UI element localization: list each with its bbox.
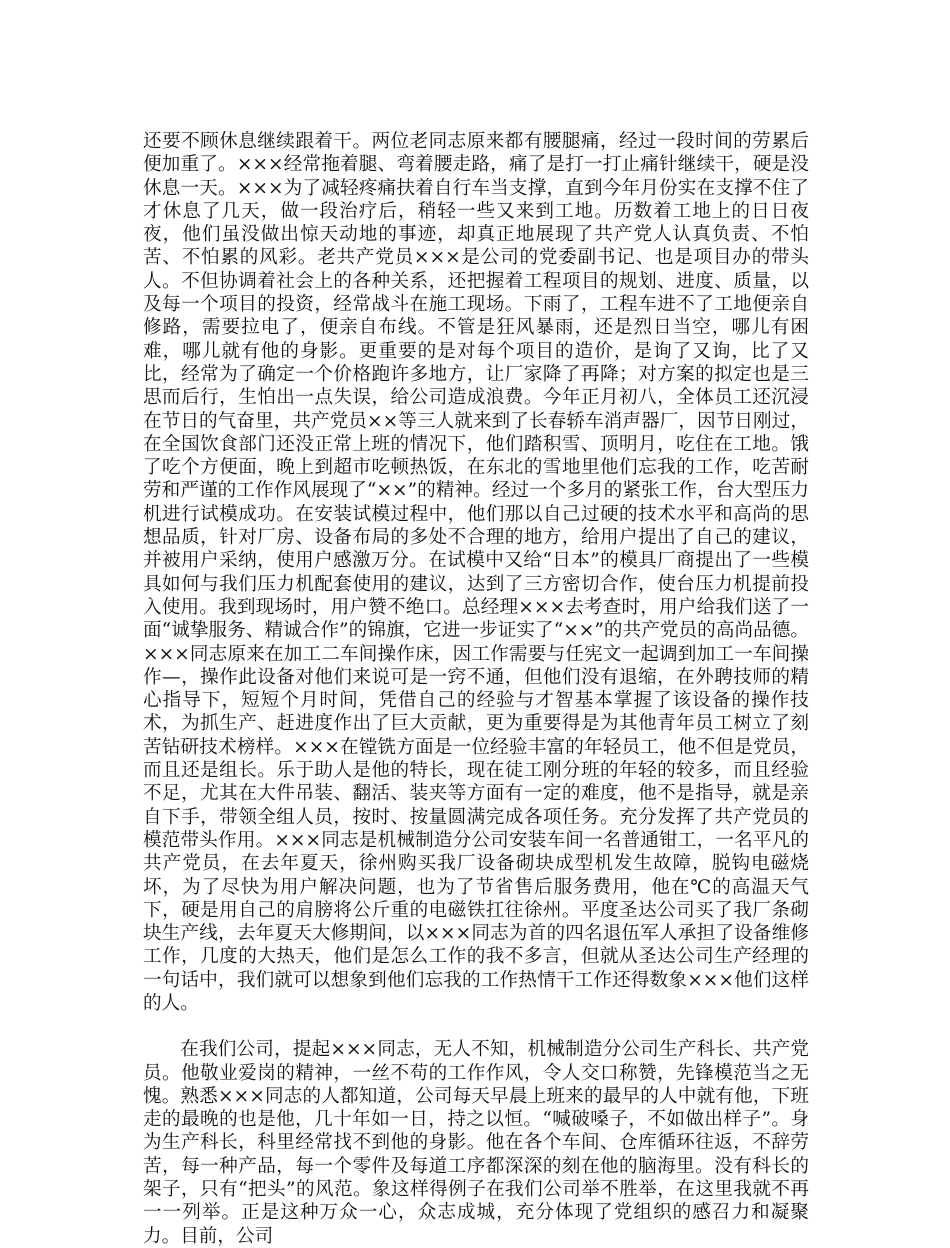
paragraph-2: 在我们公司，提起×××同志，无人不知，机械制造分公司生产科长、共产党员。他敬业爱岗的精神，一丝不苟的工作作风，令人交口称赞，先锋模范当之无愧。熟悉×××同志的人都知道，公司每天早晨上班来的最早的人中就有他，下班走的最晚的也是他，几十年如一日，持之以恒。“喊破嗓子，不如做出样子”。身为生产科长，科里经常找不到他的身影。他在各个车间、仓库循环往返，不辞劳苦，每一种产品，每一个零件及每道工序都深深的刻在他的脑海里。没有科长的架子，只有“把头”的风范。象这样得例子在我们公司举不胜举，在这里我就不再一一列举。正是这种万众一心，众志成城，充分体现了党组织的感召力和凝聚力。目前，公司: [143, 1039, 809, 1247]
paragraph-1: 还要不顾休息继续跟着干。两位老同志原来都有腰腿痛，经过一段时间的劳累后便加重了。×××经常拖着腿、弯着腰走路，痛了是打一打止痛针继续干，硬是没休息一天。×××为了减轻疼痛扶着自行车当支撑，直到今年月份实在支撑不住了才休息了几天，做一段治疗后，稍轻一些又来到工地。历数着工地上的日日夜夜，他们虽没做出惊天动地的事迹，却真正地展现了共产党人认真负责、不怕苦、不怕累的风彩。老共产党员×××是公司的党委副书记、也是项目办的带头人。不但协调着社会上的各种关系，还把握着工程项目的规划、进度、质量，以及每一个项目的投资，经常战斗在施工现场。下雨了，工程车进不了工地便亲自修路，需要拉电了，便亲自布线。不管是狂风暴雨，还是烈日当空，哪儿有困难，哪儿就有他的身影。更重要的是对每个项目的造价，是询了又询，比了又比，经常为了确定一个价格跑许多地方，让厂家降了再降；对方案的拟定也是三思而后行，生怕出一点失误，给公司造成浪费。今年正月初八，全体员工还沉浸在节日的气奋里，共产党员××等三人就来到了长春轿车消声器厂，因节日刚过，在全国饮食部门还没正常上班的情况下，他们踏积雪、顶明月，吃住在工地。饿了吃个方便面，晚上到超市吃顿热饭，在东北的雪地里他们忘我的工作，吃苦耐劳和严谨的工作作风展现了“××”的精神。经过一个多月的紧张工作，台大型压力机进行试模成功。在安装试模过程中，他们那以自己过硬的技术水平和高尚的思想品质，针对厂房、设备布局的多处不合理的地方，给用户提出了自己的建议，并被用户采纳，使用户感激万分。在试模中又给“日本”的模具厂商提出了一些模具如何与我们压力机配套使用的建议，达到了三方密切合作，使台压力机提前投入使用。我到现场时，用户赞不绝口。总经理×××去考查时，用户给我们送了一面“诚挚服务、精诚合作”的锦旗，它进一步证实了“××”的共产党员的高尚品德。×××同志原来在加工二车间操作床，因工作需要与任宪文一起调到加工一车间操作—，操作此设备对他们来说可是一窍不通，但他们没有退缩，在外聘技师的精心指导下，短短个月时间，凭借自己的经验与才智基本掌握了该设备的操作技术，为抓生产、赶进度作出了巨大贡献，更为重要得是为其他青年员工树立了刻苦钻研技术榜样。×××在镗铣方面是一位经验丰富的年轻员工，他不但是党员，而且还是组长。乐于助人是他的特长，现在徒工刚分班的年轻的较多，而且经验不足，尤其在大件吊装、翻活、装夹等方面有一定的难度，他不是指导，就是亲自下手，带领全组人员，按时、按量圆满完成各项任务。充分发挥了共产党员的模范带头作用。×××同志是机械制造分公司安装车间一名普通钳工，一名平凡的共产党员，在去年夏天，徐州购买我厂设备砌块成型机发生故障，脱钩电磁烧坏，为了尽快为用户解决问题，也为了节省售后服务费用，他在℃的高温天气下，硬是用自己的肩膀将公斤重的电磁铁扛往徐州。平度圣达公司买了我厂条砌块生产线，去年夏天大修期间，以×××同志为首的四名退伍军人承担了设备维修工作，几度的大热天，他们是怎么工作的我不多言，但就从圣达公司生产经理的一句话中，我们就可以想象到他们忘我的工作热情干工作还得数象×××他们这样的人。: [143, 131, 809, 1014]
document-body: [143, 130, 809, 1248]
